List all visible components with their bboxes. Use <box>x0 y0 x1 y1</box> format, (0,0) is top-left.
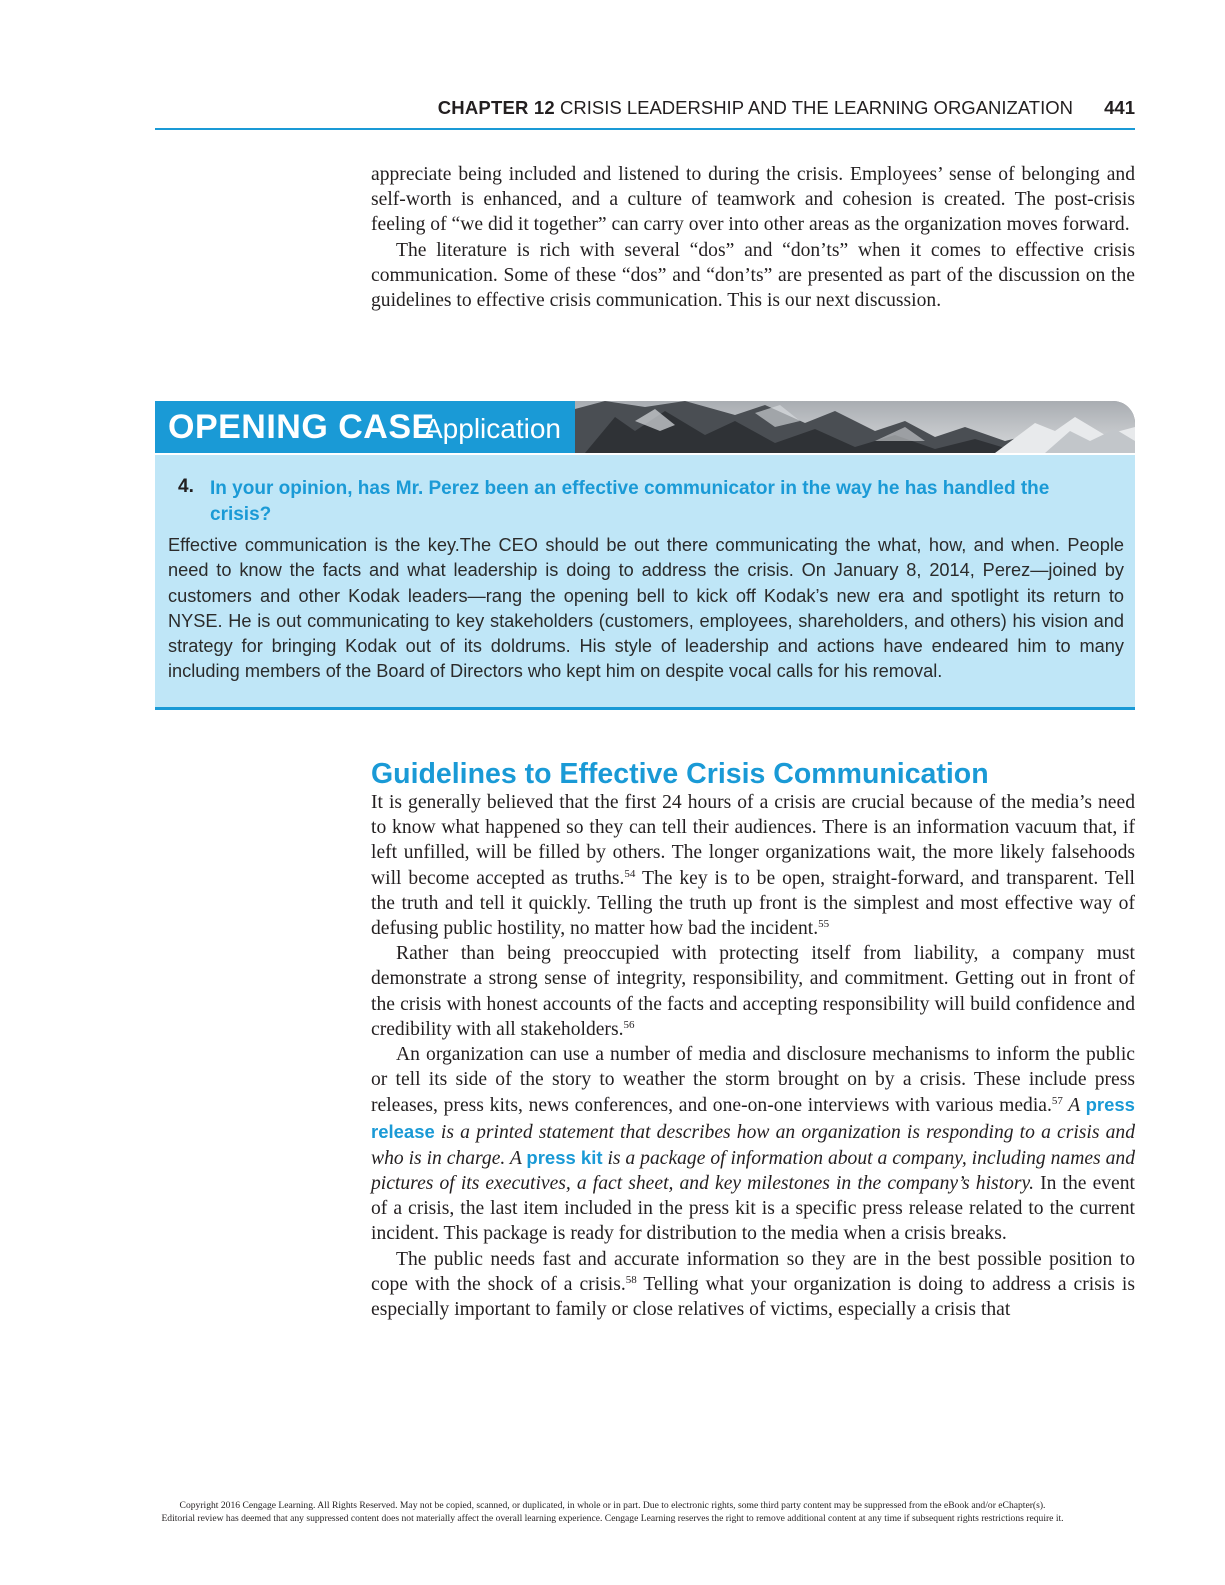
opening-case-title: OPENING CASE <box>168 408 435 446</box>
paragraph-text: Telling what your organization is doing to address a crisis is especially important to family or close relatives of victims, especially a crisis that <box>371 1273 1135 1321</box>
endnote-marker: 58 <box>625 1273 637 1286</box>
key-term-press-release: press release <box>371 1094 1135 1142</box>
copyright-line-1: Copyright 2016 Cengage Learning. All Rights Reserved. May not be copied, scanned, or duplicated, in whole or in part. Due to electronic rights, some third party content may be suppressed from the eBook and/or eChapter(s). <box>179 1500 1046 1511</box>
section-paragraph-3 <box>371 1042 1135 1247</box>
section-heading: Guidelines to Effective Crisis Communication <box>371 758 989 790</box>
definition-text: is a printed statement that describes how an organization is responding to a crisis and who is in charge. A <box>371 1121 1135 1169</box>
paragraph-text: In the event of a crisis, the last item included in the press kit is a specific press release related to the current incident. This package is ready for distribution to the media when a crisis breaks. <box>371 1173 1135 1245</box>
chapter-title: CRISIS LEADERSHIP AND THE LEARNING ORGANIZATION <box>560 97 1073 118</box>
section-body <box>371 790 1135 1322</box>
paragraph-text: An organization can use a number of media and disclosure mechanisms to inform the public or tell its side of the story to weather the storm brought on by a crisis. These include press releases, press kits, news conferences, and one-on-one interviews with various media. <box>371 1044 1135 1117</box>
header-rule <box>155 128 1135 130</box>
opening-case-subtitle: Application <box>424 413 561 444</box>
section-paragraph-1 <box>371 790 1135 941</box>
endnote-marker: 56 <box>623 1018 635 1031</box>
mountain-landscape-icon <box>575 401 1135 453</box>
key-term-press-kit: press kit <box>526 1146 603 1168</box>
running-header <box>155 97 1135 127</box>
section-paragraph-4 <box>371 1247 1135 1323</box>
intro-text <box>371 162 1135 313</box>
definition-text: A <box>1062 1095 1086 1117</box>
case-answer: Effective communication is the key.The CEO should be out there communicating the what, how, and when. People need to know the facts and what leadership is doing to address the crisis. On January 8, 2014, Perez—joined by customers and other Kodak leaders—rang the opening bell to kick off Kodak’s new era and spotlight its return to NYSE. He is out communicating to key stakeholders (customers, employees, shareholders, and others) his vision and strategy for bringing Kodak out of its doldrums. His style of leadership and actions have endeared him to many including members of the Board of Directors who kept him on despite vocal calls for his removal. <box>168 535 1124 682</box>
definition-text: is a package of information about a company, including names and pictures of its executives, a fact sheet, and key milestones in the company’s history. <box>371 1147 1135 1195</box>
paragraph-text: The key is to be open, straight-forward, and transparent. Tell the truth and tell it quickly. Telling the truth up front is the simplest and most effective way of defusing public hostility, no matter how bad the incident. <box>371 867 1135 940</box>
intro-paragraph-2: The literature is rich with several “dos” and “don’ts” when it comes to effective crisis communication. Some of these “dos” and “don’ts” are presented as part of the discussion on the guidelines to effective crisis communication. This is our next discussion. <box>371 239 1135 312</box>
paragraph-text: The public needs fast and accurate information so they are in the best possible position to cope with the shock of a crisis. <box>371 1248 1135 1295</box>
section-paragraph-2 <box>371 941 1135 1042</box>
endnote-marker: 55 <box>818 918 830 931</box>
question-number: 4. <box>178 476 194 497</box>
endnote-marker: 57 <box>1051 1095 1063 1108</box>
paragraph-text: Rather than being preoccupied with protecting itself from liability, a company must demonstrate a strong sense of integrity, responsibility, and commitment. Getting out in front of the crisis with honest accounts of the facts and accepting responsibility will build confidence and credibility with all stakeholders. <box>371 943 1135 1040</box>
page-number: 441 <box>1104 97 1135 118</box>
intro-paragraph-1: appreciate being included and listened to during the crisis. Employees’ sense of belonging and self-worth is enhanced, and a culture of teamwork and cohesion is created. The post-crisis feeling of “we did it together” can carry over into other areas as the organization moves forward. <box>371 164 1135 236</box>
mountain-landscape-image <box>575 401 1135 453</box>
question-text: In your opinion, has Mr. Perez been an effective communicator in the way he has handled the crisis? <box>210 478 1050 525</box>
copyright-line-2: Editorial review has deemed that any suppressed content does not materially affect the overall learning experience. Cengage Learning reserves the right to remove additional content at any time if subsequent rights restrictions require it. <box>161 1513 1064 1524</box>
paragraph-text: It is generally believed that the first 24 hours of a crisis are crucial because of the media’s need to know what happened so they can tell their audiences. There is an information vacuum that, if left unfilled, will be filled by others. The longer organizations wait, the more likely falsehoods will become accepted as truths. <box>371 792 1135 889</box>
endnote-marker: 54 <box>624 867 636 880</box>
chapter-label: CHAPTER 12 <box>437 97 555 118</box>
